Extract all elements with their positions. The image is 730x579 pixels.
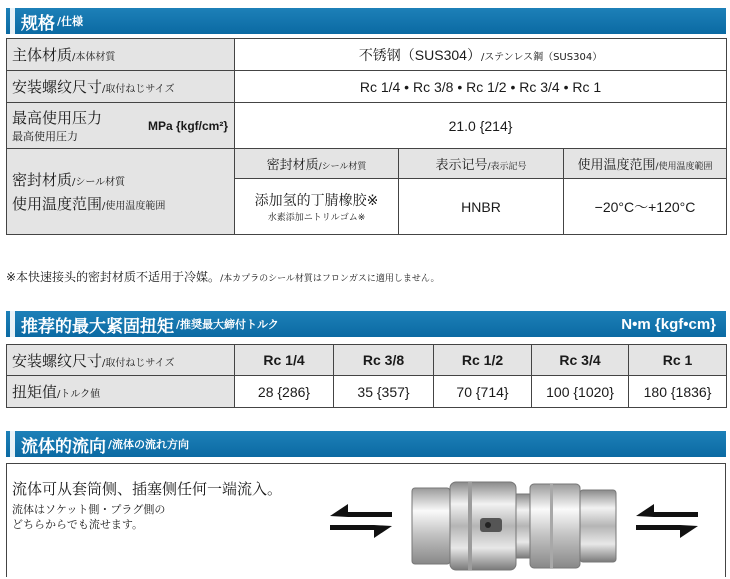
temp-value: −20°C〜+120°C xyxy=(564,179,727,235)
material-value: 不锈钢（SUS304） xyxy=(358,46,481,63)
seal-label-cell xyxy=(7,149,235,235)
header-accent-mark xyxy=(10,431,15,457)
torque-value-rc-1: 180 {1836} xyxy=(629,376,727,408)
flow-text-sub-line-1: 流体はソケット側・プラグ側の xyxy=(12,503,166,516)
flow-title: 流体的流向 xyxy=(21,436,106,457)
pressure-label: 最高使用压力 xyxy=(12,109,103,127)
torque-size-label-sub: /取付ねじサイズ xyxy=(102,357,175,369)
torque-title: 推荐的最大紧固扭矩 xyxy=(21,316,174,337)
spec-row-material xyxy=(7,39,727,71)
spec-title: 规格 xyxy=(21,13,55,34)
size-rc-1-2: Rc 1/2 xyxy=(434,345,532,376)
thread-label-cell xyxy=(7,71,235,103)
flow-section-header xyxy=(6,431,726,457)
temp-label: 使用温度范围 xyxy=(12,195,103,213)
spec-table xyxy=(6,38,727,235)
quick-coupler-image xyxy=(410,474,620,576)
col-temp-header xyxy=(564,149,727,179)
col-seal-label: 密封材质 xyxy=(266,158,319,173)
torque-row-size xyxy=(7,345,727,376)
col-temp-label-sub: /使用温度範囲 xyxy=(655,162,713,172)
torque-value-label: 扭矩值 xyxy=(12,383,58,401)
col-seal-header xyxy=(235,149,399,179)
size-rc-1: Rc 1 xyxy=(629,345,727,376)
seal-value-sub: 水素添加ニトリルゴム※ xyxy=(267,213,366,223)
material-label-sub: /本体材質 xyxy=(72,52,116,63)
torque-size-label-cell xyxy=(7,345,235,376)
size-rc-3-8: Rc 3/8 xyxy=(334,345,434,376)
torque-size-label: 安装螺纹尺寸 xyxy=(12,351,103,370)
bidirectional-arrow-right-icon xyxy=(632,500,702,540)
size-rc-3-4: Rc 3/4 xyxy=(532,345,629,376)
torque-value-rc-1-2: 70 {714} xyxy=(434,376,532,408)
torque-table xyxy=(6,344,727,408)
flow-text-sub-line-2: どちらからでも流せます。 xyxy=(12,518,144,531)
flow-title-sub: /流体の流れ方向 xyxy=(108,438,190,451)
material-value-sub: /ステンレス鋼（SUS304） xyxy=(480,51,603,63)
size-rc-1-4: Rc 1/4 xyxy=(235,345,334,376)
col-seal-label-sub: /シール材質 xyxy=(318,162,367,172)
header-accent-mark xyxy=(10,8,15,34)
pressure-value: 21.0 {214} xyxy=(235,103,727,149)
seal-value-cell xyxy=(235,179,399,235)
thread-label-sub: /取付ねじサイズ xyxy=(102,84,175,95)
footnote-main: ※本快速接头的密封材质不适用于冷媒。 xyxy=(6,270,221,284)
pressure-unit: MPa {kgf/cm²} xyxy=(147,118,228,133)
code-value: HNBR xyxy=(399,179,564,235)
torque-value-label-cell xyxy=(7,376,235,408)
col-code-label: 表示记号 xyxy=(435,158,488,173)
torque-title-sub: /推奨最大締付トルク xyxy=(176,318,279,331)
torque-value-rc-1-4: 28 {286} xyxy=(235,376,334,408)
col-temp-label: 使用温度范围 xyxy=(577,158,656,173)
seal-label: 密封材质 xyxy=(12,171,73,189)
torque-value-rc-3-4: 100 {1020} xyxy=(532,376,629,408)
temp-label-sub: /使用温度範囲 xyxy=(102,201,166,212)
torque-section-header xyxy=(6,311,726,337)
pressure-label-cell xyxy=(7,103,235,149)
torque-row-value xyxy=(7,376,727,408)
col-code-header xyxy=(399,149,564,179)
flow-text-main: 流体可从套筒侧、插塞侧任何一端流入。 xyxy=(12,480,283,498)
material-label: 主体材质 xyxy=(12,46,73,64)
spec-row-seal-head xyxy=(7,149,727,179)
material-label-cell xyxy=(7,39,235,71)
seal-value: 添加氢的丁腈橡胶※ xyxy=(254,193,379,209)
footnote-sub: /本カプラのシール材質はフロンガスに適用しません。 xyxy=(220,274,440,284)
spec-section-header xyxy=(6,8,726,34)
spec-row-pressure xyxy=(7,103,727,149)
flow-text-sub xyxy=(12,502,212,532)
seal-label-sub: /シール材質 xyxy=(72,177,126,188)
spec-row-thread xyxy=(7,71,727,103)
bidirectional-arrow-left-icon xyxy=(326,500,396,540)
torque-value-label-sub: /トルク値 xyxy=(57,389,101,400)
thread-value: Rc 1/4 • Rc 3/8 • Rc 1/2 • Rc 3/4 • Rc 1 xyxy=(235,71,727,103)
torque-value-rc-3-8: 35 {357} xyxy=(334,376,434,408)
pressure-label-sub: 最高使用圧力 xyxy=(12,130,78,143)
spec-footnote xyxy=(6,268,439,285)
header-accent-mark xyxy=(10,311,15,337)
torque-unit: N•m {kgf•cm} xyxy=(621,315,716,333)
thread-label: 安装螺纹尺寸 xyxy=(12,78,103,96)
col-code-label-sub: /表示記号 xyxy=(487,162,527,172)
spec-title-sub: /仕様 xyxy=(57,15,84,28)
material-value-cell xyxy=(235,39,727,71)
